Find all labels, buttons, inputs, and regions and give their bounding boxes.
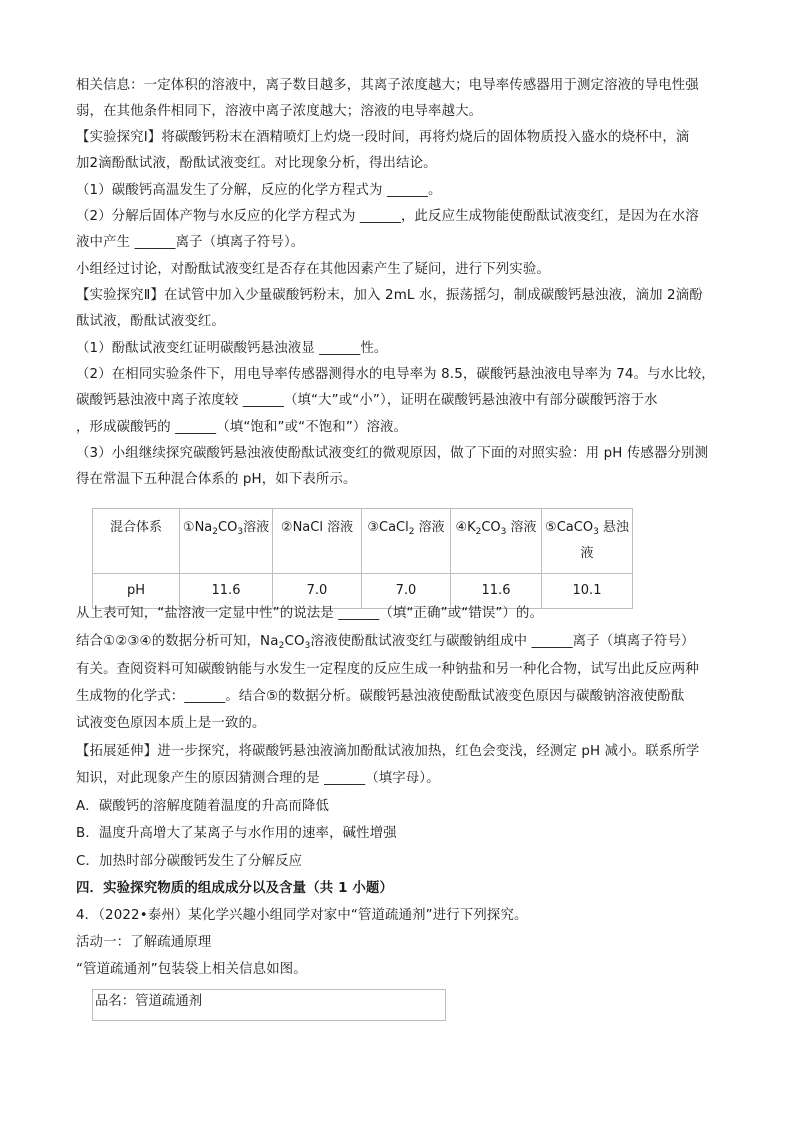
- exp1-line-1: 【实验探究Ⅰ】将碳酸钙粉末在酒精喷灯上灼烧一段时间，再将灼烧后的固体物质投入盛水的烧杯中，滴: [76, 130, 690, 145]
- option-c: C．加热时部分碳酸钙发生了分解反应: [76, 854, 303, 869]
- table-header-label: 混合体系: [93, 509, 180, 574]
- table-ph-value: 7.0: [273, 574, 362, 609]
- exp2-question-1: （1）酚酞试液变红证明碳酸钙悬浊液显 ______性。: [76, 341, 388, 356]
- extension-line-2: 知识，对此现象产生的原因猜测合理的是 ______（填字母）。: [76, 771, 440, 786]
- exp2-question-2b: 碳酸钙悬浊液中离子浓度较 ______（填“大”或“小”），证明在碳酸钙悬浊液中有部分碳酸钙溶于水: [76, 393, 658, 408]
- exp2-question-2a: （2）在相同实验条件下，用电导率传感器测得水的电导率为 8.5，碳酸钙悬浊液电导率为 74。与水比较，: [76, 367, 715, 382]
- analysis-line-5: 试液变色原因本质上是一致的。: [76, 716, 266, 731]
- discussion-line: 小组经过讨论，对酚酞试液变红是否存在其他因素产生了疑问，进行下列实验。: [76, 262, 550, 277]
- table-ph-label: pH: [93, 574, 180, 609]
- analysis-line-2: 结合①②③④的数据分析可知，$Na_2CO_3$溶液使酚酞试液变红与碳酸钠组成中 ______离子（填离子符号）: [76, 634, 695, 651]
- exp2-question-2c: ，形成碳酸钙的 ______（填“饱和”或“不饱和”）溶液。: [76, 420, 408, 435]
- ph-table: [92, 508, 633, 609]
- exp2-question-3b: 得在常温下五种混合体系的 pH，如下表所示。: [76, 472, 357, 487]
- exp2-line-2: 酞试液，酚酞试液变红。: [76, 314, 225, 329]
- table-header-cell: ③CaCl$_2$ 溶液: [362, 509, 451, 574]
- option-a: A．碳酸钙的溶解度随着温度的升高而降低: [76, 799, 330, 814]
- package-label-box: [92, 989, 446, 1021]
- analysis-line-1: 从上表可知，“盐溶液一定显中性”的说法是 ______（填“正确”或“错误”）的。: [76, 606, 544, 621]
- exp1-question-1: （1）碳酸钙高温发生了分解，反应的化学方程式为 ______。: [76, 183, 442, 198]
- option-b: B．温度升高增大了某离子与水作用的速率，碱性增强: [76, 826, 397, 841]
- table-ph-value: 10.1: [542, 574, 633, 609]
- table-header-cell: ⑤CaCO$_3$ 悬浊液: [542, 509, 633, 574]
- section-heading: 四．实验探究物质的组成成分以及含量（共 1 小题）: [76, 881, 393, 896]
- table-header-cell: ②NaCl 溶液: [273, 509, 362, 574]
- exp1-question-2a: （2）分解后固体产物与水反应的化学方程式为 ______，此反应生成物能使酚酞试液变红，是因为在水溶: [76, 209, 699, 224]
- analysis-line-4: 生成物的化学式：______。结合⑤的数据分析。碳酸钙悬浊液使酚酞试液变色原因与碳酸钠溶液使酚酞: [76, 689, 685, 704]
- table-ph-value: 11.6: [451, 574, 542, 609]
- table-ph-value: 11.6: [180, 574, 273, 609]
- table-header-cell: $①Na_2CO_3$溶液: [180, 509, 273, 574]
- package-info-line: “管道疏通剂”包装袋上相关信息如图。: [76, 962, 307, 977]
- exp2-question-3a: （3）小组继续探究碳酸钙悬浊液使酚酞试液变红的微观原因，做了下面的对照实验：用 pH 传感器分别测: [76, 446, 709, 461]
- intro-line-2: 弱，在其他条件相同下，溶液中离子浓度越大；溶液的电导率越大。: [76, 104, 483, 119]
- exp1-question-2b: 液中产生 ______离子（填离子符号）。: [76, 235, 305, 250]
- question-4: 4．（2022•泰州）某化学兴趣小组同学对家中“管道疏通剂”进行下列探究。: [76, 908, 528, 923]
- exp1-line-2: 加2滴酚酞试液，酚酞试液变红。对比现象分析，得出结论。: [76, 156, 437, 171]
- analysis-line-3: 有关。查阅资料可知碳酸钠能与水发生一定程度的反应生成一种钠盐和另一种化合物，试写出此反应两种: [76, 662, 699, 677]
- package-label-text: 品名：管道疏通剂: [95, 994, 203, 1009]
- exp2-line-1: 【实验探究Ⅱ】在试管中加入少量碳酸钙粉末，加入 2mL 水，振荡摇匀，制成碳酸钙悬浊液，滴加 2滴酚: [76, 288, 703, 303]
- table-header-row: [93, 509, 633, 574]
- intro-line-1: 相关信息：一定体积的溶液中，离子数目越多，其离子浓度越大；电导率传感器用于测定溶液的导电性强: [76, 78, 699, 93]
- extension-line-1: 【拓展延伸】进一步探究，将碳酸钙悬浊液滴加酚酞试液加热，红色会变浅，经测定 pH 减小。联系所学: [76, 744, 700, 759]
- activity-title: 活动一：了解疏通原理: [76, 935, 212, 950]
- table-header-cell: $④K_2CO_3$ 溶液: [451, 509, 542, 574]
- table-ph-value: 7.0: [362, 574, 451, 609]
